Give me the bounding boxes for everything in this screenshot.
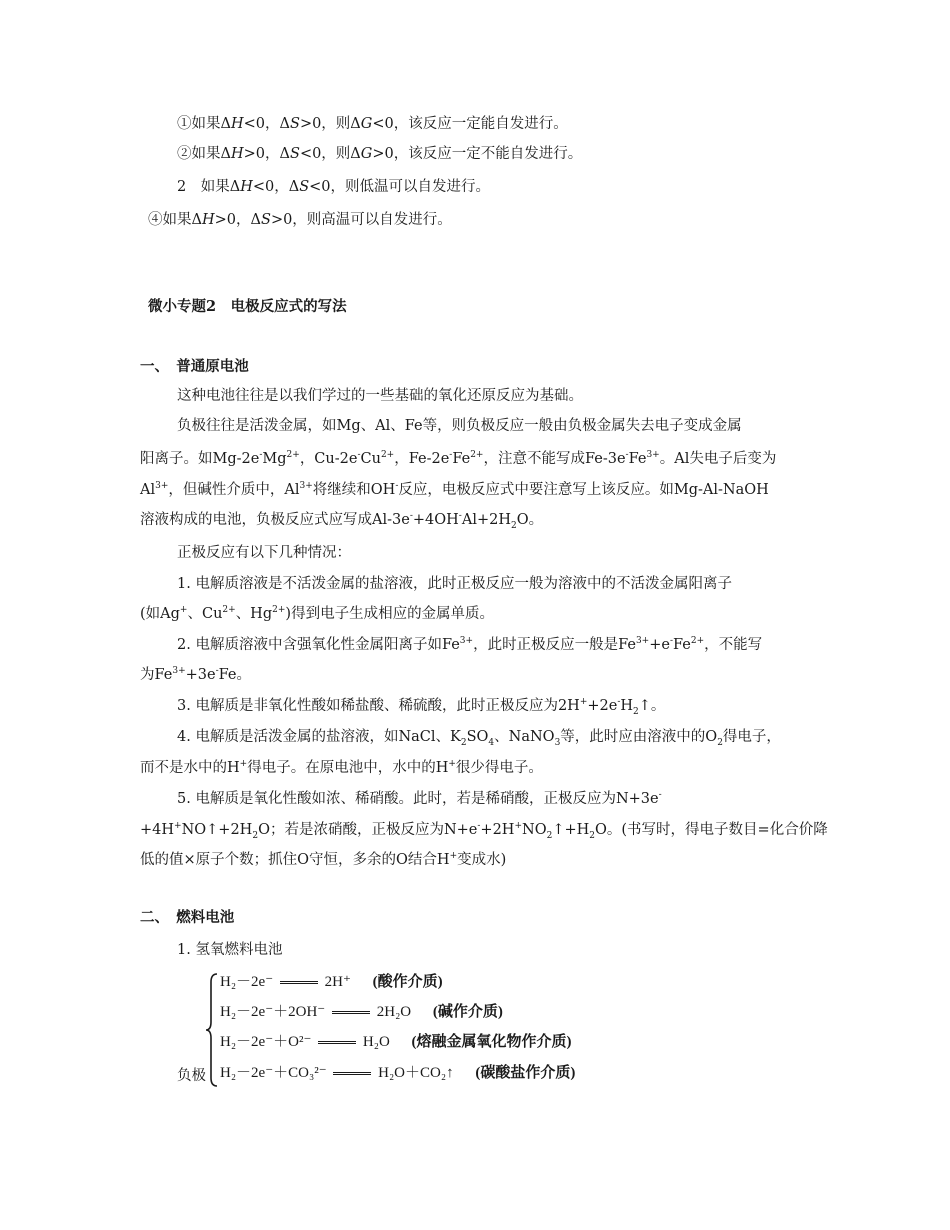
- equals-arrow: [280, 981, 318, 984]
- item-5-line-1: 5. 电解质是氧化性酸如浓、稀硝酸。此时，若是稀硝酸，正极反应为N+3e-: [177, 790, 662, 807]
- item-2-line-1: 2. 电解质溶液中含强氧化性金属阳离子如$Fe^{3+}$，此时正极反应一般是$Fe^{3+}+e^-Fe^{2+}$，不能写: [177, 636, 763, 653]
- brace-symbol: [205, 972, 219, 1088]
- item-5-line-2: $+4H^+NO↑+2H_2O$；若是浓硝酸，正极反应为$N+e^-+2H^+NO_2↑+H_2O$。(书写时，得电子数目=化合价降: [140, 821, 828, 841]
- condition-3: 2 如果ΔH<0，ΔS<0，则低温可以自发进行。: [177, 179, 491, 195]
- subsection-hydrogen-oxygen: 1. 氢氧燃料电池: [177, 942, 283, 958]
- item-3: 3. 电解质是非氧化性酸如稀盐酸、稀硫酸，此时正极反应为$2H^++2e^-H_2↑$。: [177, 697, 666, 717]
- topic-title: 微小专题2 电极反应式的写法: [148, 298, 347, 315]
- item-5-line-3: 低的值×原子个数；抓住O守恒，多余的O结合H+变成水): [140, 851, 507, 868]
- paragraph-positive-intro: 正极反应有以下几种情况：: [177, 545, 351, 561]
- paragraph-negative-1: 负极往往是活泼金属，如Mg、Al、Fe等，则负极反应一般由负极金属失去电子变成金属: [177, 418, 742, 434]
- paragraph-negative-2: 阳离子。如$Mg-2e^-Mg^{2+}$，$Cu-2e^-Cu^{2+}$，$Fe-2e^-Fe^{2+}$，注意不能写成$Fe-3e^-Fe^{3+}$。Al失电子后变为: [140, 450, 777, 467]
- equation-carbonate: H₂－2e⁻＋CO₃²⁻ H₂O＋CO₂↑ (碳酸盐作介质): [220, 1065, 576, 1081]
- paragraph-negative-3: $Al^{3+}$，但碱性介质中，$Al^{3+}$将继续和OH-反应，电极反应式中要注意写上该反应。如Mg-Al-NaOH: [140, 481, 769, 498]
- equals-arrow: [318, 1041, 356, 1044]
- negative-electrode-label: 负极: [177, 1068, 206, 1084]
- equation-acid: H₂－2e⁻ 2H⁺ (酸作介质): [220, 974, 443, 990]
- equation-base: H₂－2e⁻＋2OH⁻ 2H₂O (碱作介质): [220, 1004, 503, 1020]
- equals-arrow: [333, 1072, 371, 1075]
- item-1-line-1: 1. 电解质溶液是不活泼金属的盐溶液，此时正极反应一般为溶液中的不活泼金属阳离子: [177, 576, 732, 592]
- equation-molten-oxide: H₂－2e⁻＋O²⁻ H₂O (熔融金属氧化物作介质): [220, 1034, 572, 1050]
- item-4-line-1: 4. 电解质是活泼金属的盐溶液，如NaCl、$K_2SO_4$、NaNO$_3$等，此时应由溶液中的$O_2$得电子，: [177, 729, 781, 748]
- condition-2: ②如果ΔH>0，ΔS<0，则ΔG>0，该反应一定不能自发进行。: [177, 146, 583, 162]
- section-1-title: 一、 普通原电池: [140, 358, 249, 375]
- item-1-line-2: (如Ag+、$Cu^{2+}$、$Hg^{2+}$)得到电子生成相应的金属单质。: [140, 605, 495, 622]
- item-4-line-2: 而不是水中的H+得电子。在原电池中，水中的H+很少得电子。: [140, 759, 543, 776]
- equals-arrow: [332, 1011, 370, 1014]
- condition-1: ①如果ΔH<0，ΔS>0，则ΔG<0，该反应一定能自发进行。: [177, 116, 568, 132]
- item-2-line-2: 为$Fe^{3+}+3e^-Fe$。: [140, 666, 252, 683]
- paragraph-intro: 这种电池往往是以我们学过的一些基础的氧化还原反应为基础。: [177, 388, 583, 404]
- paragraph-negative-4: 溶液构成的电池，负极反应式应写成$Al-3e^-+4OH^-Al+2H_2O$。: [140, 511, 544, 531]
- condition-4: ④如果ΔH>0，ΔS>0，则高温可以自发进行。: [148, 212, 452, 228]
- section-2-title: 二、 燃料电池: [140, 909, 235, 926]
